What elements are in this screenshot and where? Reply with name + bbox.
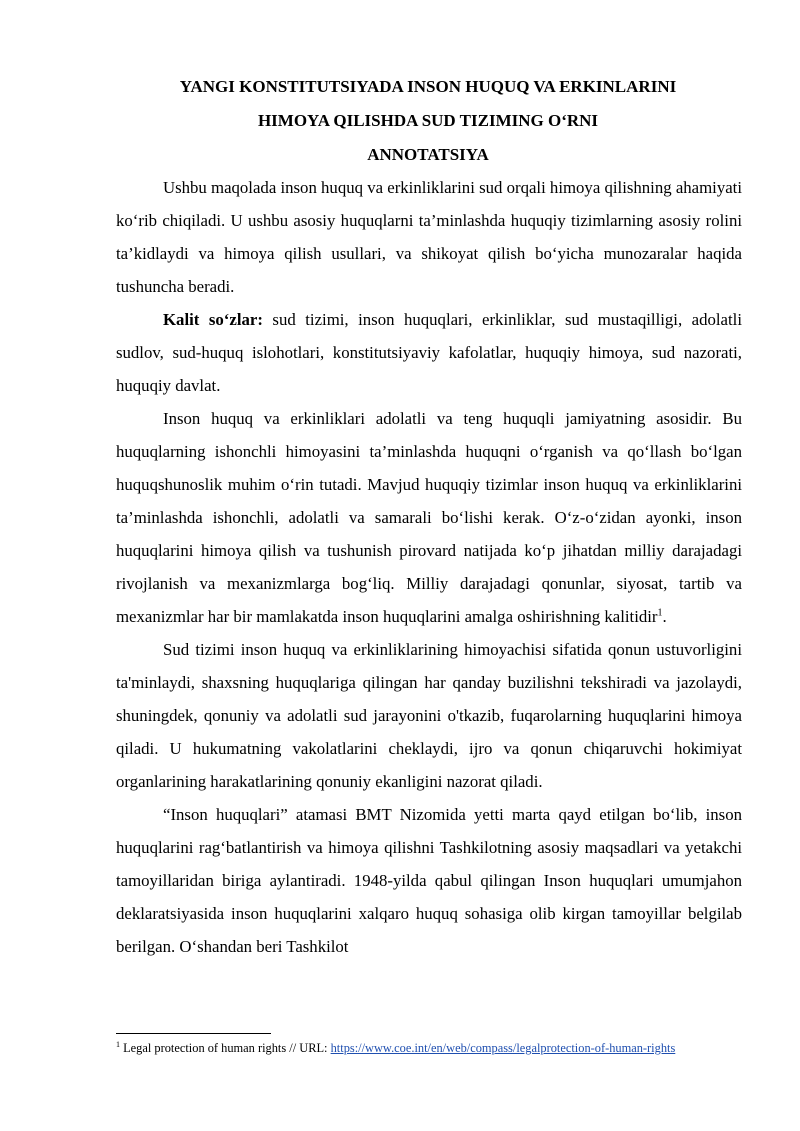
- body-paragraph-1: [116, 402, 742, 633]
- footnote-text: Legal protection of human rights // URL:: [120, 1041, 331, 1055]
- annotation-heading: ANNOTATSIYA: [367, 145, 489, 164]
- keywords-paragraph: [116, 303, 742, 402]
- title-line-2: HIMOYA QILISHDA SUD TIZIMING O‘RNI: [257, 111, 599, 130]
- keywords-label: Kalit so‘zlar:: [163, 310, 263, 329]
- footnote: [116, 1040, 756, 1056]
- footnote-separator: [116, 1033, 271, 1034]
- body-paragraph-2: Sud tizimi inson huquq va erkinliklarining himoyachisi sifatida qonun ustuvorligini ta'minlaydi, shaxsning huquqlariga qilingan har qanday buzilishni tekshiradi va jazolaydi, shuningdek, qonuniy va adolatli sud jarayonini o'tkazib, fuqarolarning huquqlarini himoya qiladi. U hukumatning vakolatlarini cheklaydi, ijro va qonun chiqaruvchi hokimiyat organlarining harakatlarining qonuniy ekanligini nazorat qiladi.: [116, 640, 742, 791]
- body-paragraph-3: “Inson huquqlari” atamasi BMT Nizomida yetti marta qayd etilgan bo‘lib, inson huquqlarini rag‘batlantirish va himoya qilishni Tashkilotning asosiy maqsadlari va yetakchi tamoyillaridan biriga aylantiradi. 1948-yilda qabul qilingan Inson huquqlari umumjahon deklaratsiyasida inson huquqlarini xalqaro huquq sohasiga olib kirgan tamoyillar belgilab berilgan. O‘shandan beri Tashkilot: [116, 805, 742, 956]
- paragraph-1-text: Inson huquq va erkinliklari adolatli va teng huquqli jamiyatning asosidir. Bu huquqlarning ishonchli himoyasini ta’minlashda huquqni o‘rganish va qo‘llash bo‘lgan huquqshunoslik muhim o‘rin tutadi. Mavjud huquqiy tizimlar inson huquq va erkinliklarini ta’minlashda ishonchli, adolatli va samarali bo‘lishi kerak. O‘z-o‘zidan ayonki, inson huquqlarini himoya qilish va tushunish pirovard natijada ko‘p jihatdan milliy darajadagi rivojlanish va mexanizmlarga bog‘liq. Milliy darajadagi qonunlar, siyosat, tartib va mexanizmlar har bir mamlakatda inson huquqlarini amalga oshirishning kalitidir: [116, 409, 742, 626]
- article-body: [116, 171, 742, 963]
- footnote-number: 1: [116, 1039, 120, 1049]
- footnote-reference[interactable]: 1: [657, 607, 663, 619]
- title-line-1: YANGI KONSTITUTSIYADA INSON HUQUQ VA ERKINLARINI: [179, 77, 677, 96]
- abstract-paragraph: Ushbu maqolada inson huquq va erkinliklarini sud orqali himoya qilishning ahamiyati ko‘rib chiqiladi. U ushbu asosiy huquqlarni ta’minlashda huquqiy tizimlarning asosiy rolini ta’kidlaydi va himoya qilish usullari, va shikoyat qilish bo‘yicha munozaralar haqida tushuncha beradi.: [116, 178, 742, 296]
- footnote-link[interactable]: https://www.coe.int/en/web/compass/legalprotection-of-human-rights: [330, 1041, 676, 1055]
- paragraph-1-end: .: [662, 607, 667, 626]
- keywords-text: sud tizimi, inson huquqlari, erkinliklar, sud mustaqilligi, adolatli sudlov, sud-huquq islohotlari, konstitutsiyaviy kafolatlar, huquqiy himoya, sud nazorati, huquqiy davlat.: [116, 310, 742, 395]
